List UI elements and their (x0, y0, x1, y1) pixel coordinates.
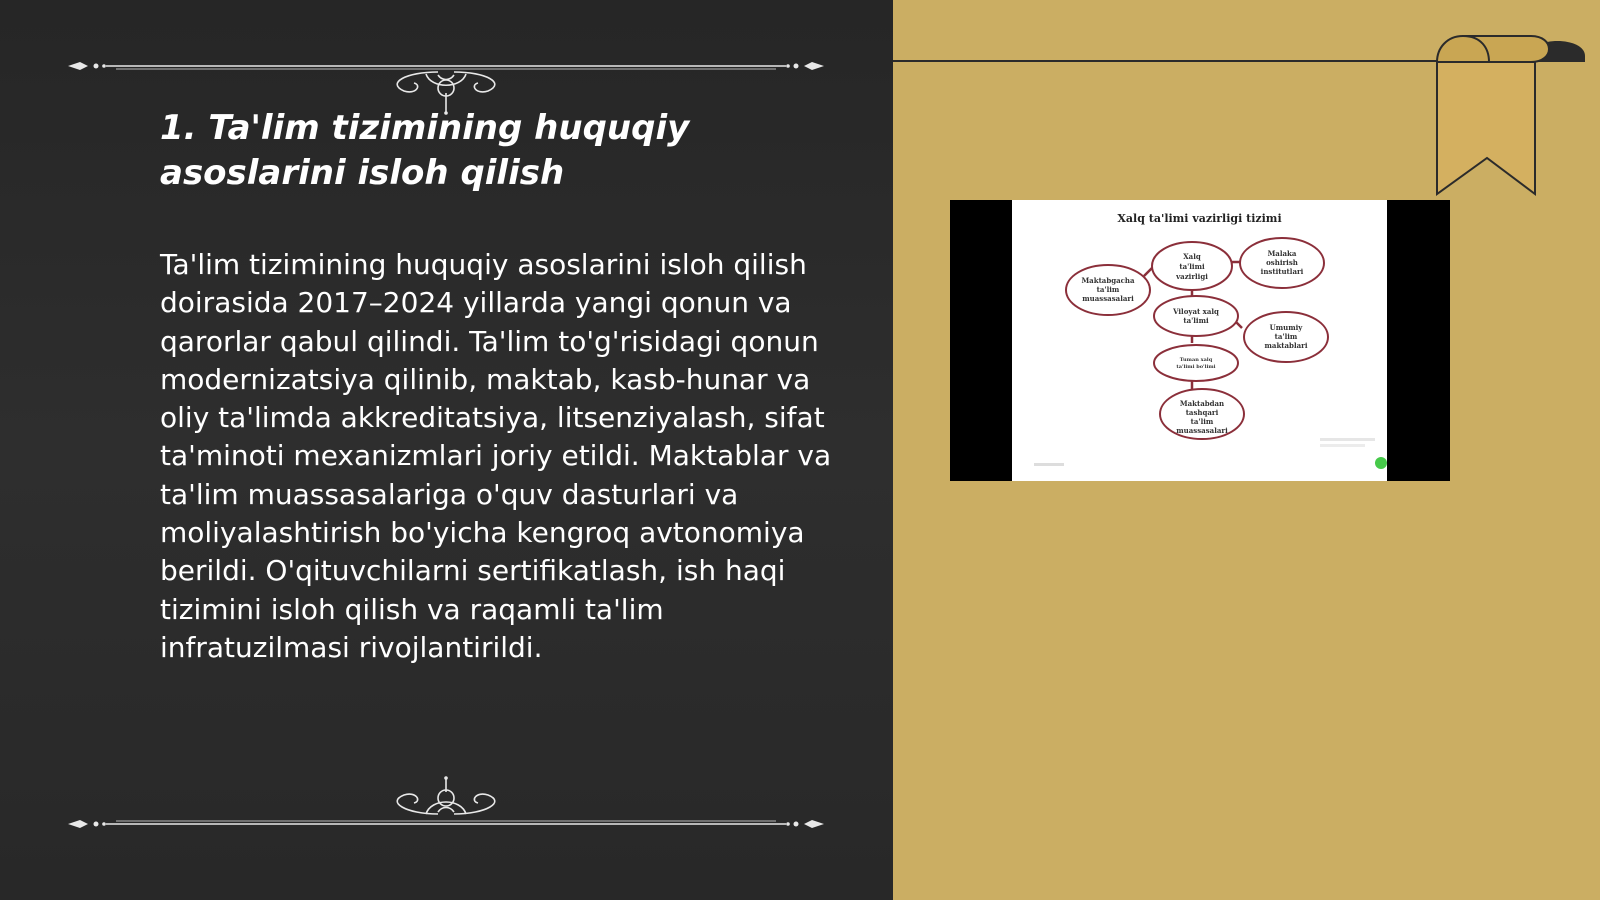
org-diagram (1012, 200, 1387, 481)
node-ellipse-district (1154, 345, 1238, 381)
node-label-schools: Umumiy ta'lim maktablari (1264, 323, 1308, 350)
node-label-regional: Viloyat xalq ta'limi (1173, 307, 1219, 325)
node-label-district: Tuman xalq ta'limi bo'limi (1176, 357, 1216, 370)
diagram-title: Xalq ta'limi vazirligi tizimi (1117, 212, 1282, 225)
bookmark-ribbon-icon (1435, 34, 1600, 200)
node-label-preschool: Maktabgacha ta'lim muassasalari (1081, 276, 1135, 303)
bottom-ornament-divider (66, 770, 826, 830)
slide-title: 1. Ta'lim tizimining huquqiy asoslarini isloh qilish (160, 108, 690, 193)
header-rule (893, 60, 1445, 62)
node-label-institutes: Malaka oshirish institutlari (1260, 249, 1304, 276)
status-dot-icon (1375, 457, 1387, 469)
slide-body-text: Ta'lim tizimining huquqiy asoslarini isloh qilish doirasida 2017–2024 yillarda yangi qonun va qarorlar qabul qilindi. Ta'lim to'g'risidagi qonun modernizatsiya qilinib, maktab, kasb-hunar va oliy ta'limda akkreditatsiya, litsenziyalash, sifat ta'minoti mexanizmlari joriy etildi. Maktablar va ta'lim muassasalariga o'quv dasturlari va moliyalashtirish bo'yicha kengroq avtonomiya berildi. O'qituvchilarni sertifikatlash, ish haqi tizimini isloh qilish va raqamli ta'lim infratuzilmasi rivojlantirildi. (160, 248, 832, 664)
node-label-extracurricular: Maktabdan tashqari ta'lim muassasalari (1176, 399, 1228, 435)
node-label-ministry: Xalq ta'limi vazirligi (1176, 252, 1208, 281)
diagram-image[interactable] (950, 200, 1450, 481)
diagram-image-content (1012, 200, 1387, 481)
